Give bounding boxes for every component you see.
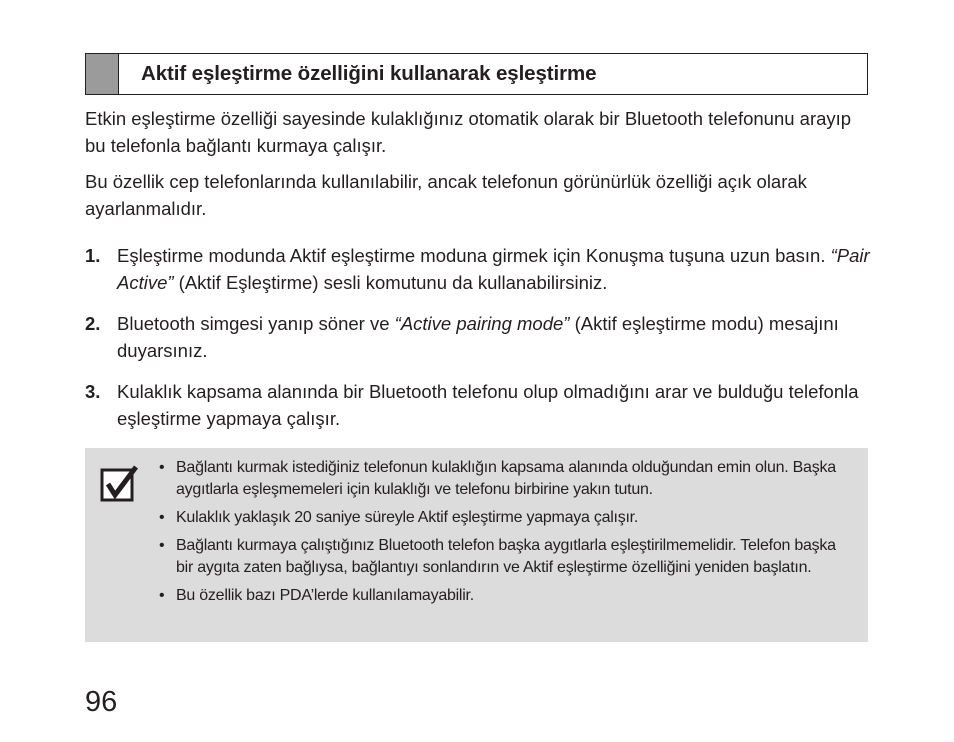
note-item [159,585,849,607]
bullet: • [159,509,165,526]
step-item [85,310,875,364]
step-voice-command: “Pair Active” [117,245,870,293]
step-number: 2. [85,313,101,334]
note-item [159,457,849,501]
bullet: • [159,459,165,476]
section-title: Aktif eşleştirme özelliğini kullanarak eşleştirme [141,62,597,85]
step-item [85,378,875,432]
note-item [159,507,849,529]
note-text: Kulaklık yaklaşık 20 saniye süreyle Aktif eşleştirme yapmaya çalışır. [176,509,639,526]
intro-paragraph: Etkin eşleştirme özelliği sayesinde kulaklığınız otomatik olarak bir Bluetooth telefonunu arayıp bu telefonla bağlantı kurmaya çalışır. [85,108,852,156]
checkbox-check-icon [100,464,140,504]
requirement-paragraph: Bu özellik cep telefonlarında kullanılabilir, ancak telefonun görünürlük özelliği açık olarak ayarlanmalıdır. [85,171,807,219]
note-item [159,535,849,579]
section-header-tab [86,54,119,94]
section-header [85,53,868,95]
note-box [85,448,868,642]
step-text: Bluetooth simgesi yanıp söner ve [117,313,395,334]
bullet: • [159,537,165,554]
note-text: Bağlantı kurmak istediğiniz telefonun kulaklığın kapsama alanında olduğundan emin olun. Başka aygıtlarla eşleşmemeleri için kulaklığı ve telefonu birbirine yakın tutun. [176,459,836,498]
step-text-continued: (Aktif Eşleştirme) sesli komutunu da kullanabilirsiniz. [173,272,608,293]
steps-list [85,242,875,446]
step-text: Eşleştirme modunda Aktif eşleştirme moduna girmek için Konuşma tuşuna uzun basın. [117,245,831,266]
step-item [85,242,875,296]
step-number: 3. [85,381,101,402]
bullet: • [159,587,165,604]
note-text: Bağlantı kurmaya çalıştığınız Bluetooth telefon başka aygıtlarla eşleştirilmemelidir. Telefon başka bir aygıta zaten bağlıysa, bağlantıyı sonlandırın ve Aktif eşleştirme özelliğini yeniden başlatın. [176,537,836,576]
note-list [159,457,849,613]
note-text: Bu özellik bazı PDA’lerde kullanılamayabilir. [176,587,474,604]
step-number: 1. [85,245,101,266]
page-number: 96 [85,686,118,718]
step-text: Kulaklık kapsama alanında bir Bluetooth telefonu olup olmadığını arar ve bulduğu telefonla eşleştirme yapmaya çalışır. [117,381,859,429]
step-voice-message: “Active pairing mode” [394,313,570,334]
step-text-continued: (Aktif eşleştirme modu) mesajını duyarsınız. [117,313,839,361]
